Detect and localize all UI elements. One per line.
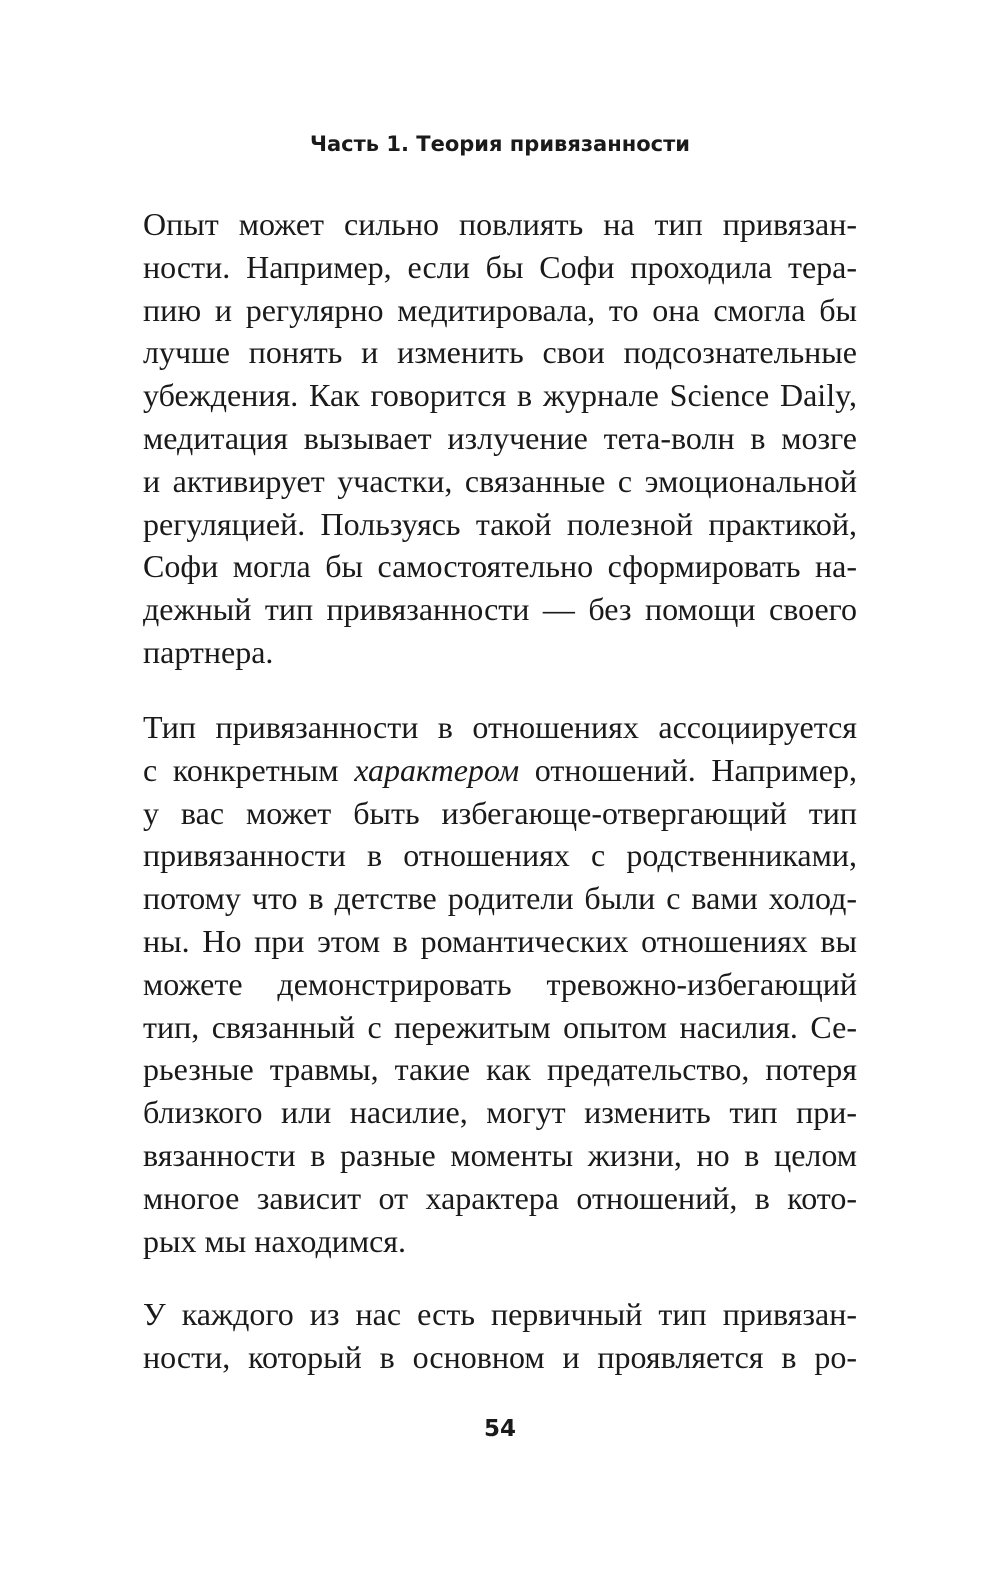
paragraph-3: [143, 1293, 857, 1379]
paragraph-2: [143, 706, 857, 1262]
text-line: ны. Но при этом в романтических отношениях вы: [143, 922, 857, 959]
text-line: лучше понять и изменить свои подсознательные: [143, 334, 857, 371]
paragraph-1: [143, 203, 857, 674]
text-line: близкого или насилие, могут изменить тип при-: [143, 1094, 857, 1131]
running-title: Часть 1. Теория привязанности: [310, 132, 690, 156]
text-line: можете демонстрировать тревожно-избегающий: [143, 965, 857, 1002]
text-line: медитация вызывает излучение тета-волн в мозге: [143, 419, 857, 456]
text-line: ности, который в основном и проявляется в ро-: [143, 1338, 857, 1375]
text-line: пию и регулярно медитировала, то она смогла бы: [143, 291, 857, 328]
text-line: привязанности в отношениях с родственниками,: [143, 837, 857, 874]
text-line: потому что в детстве родители были с вами холод-: [143, 880, 857, 917]
text-line: У каждого из нас есть первичный тип привязан-: [143, 1296, 857, 1332]
text-fragment: отношений. Например,: [519, 751, 858, 788]
text-line: тип, связанный с пережитым опытом насилия. Се-: [143, 1008, 857, 1045]
text-line: рых мы находимся.: [143, 1222, 407, 1259]
text-line: дежный тип привязанности — без помощи своего: [143, 591, 857, 628]
text-fragment: с конкретным: [143, 751, 355, 788]
text-line: Опыт может сильно повлиять на тип привязан-: [143, 206, 857, 242]
italic-emphasis: характером: [354, 751, 520, 788]
text-line: многое зависит от характера отношений, в кото-: [143, 1179, 857, 1216]
page-number: 54: [483, 1416, 516, 1442]
text-line: Софи могла бы самостоятельно сформировать на-: [143, 548, 857, 585]
text-line: вязанности в разные моменты жизни, но в целом: [143, 1136, 857, 1173]
text-line: у вас может быть избегающе-отвергающий тип: [143, 794, 857, 831]
text-line: убеждения. Как говорится в журнале Science Daily,: [143, 377, 857, 414]
text-line: регуляцией. Пользуясь такой полезной практикой,: [143, 505, 857, 542]
text-line: ности. Например, если бы Софи проходила тера-: [143, 248, 857, 285]
text-line: партнера.: [143, 633, 274, 670]
text-line: Тип привязанности в отношениях ассоциируется: [143, 709, 857, 745]
text-line-with-italic: [143, 749, 857, 792]
text-line: рьезные травмы, такие как предательство, потеря: [143, 1051, 857, 1088]
text-line: и активирует участки, связанные с эмоциональной: [143, 462, 857, 499]
